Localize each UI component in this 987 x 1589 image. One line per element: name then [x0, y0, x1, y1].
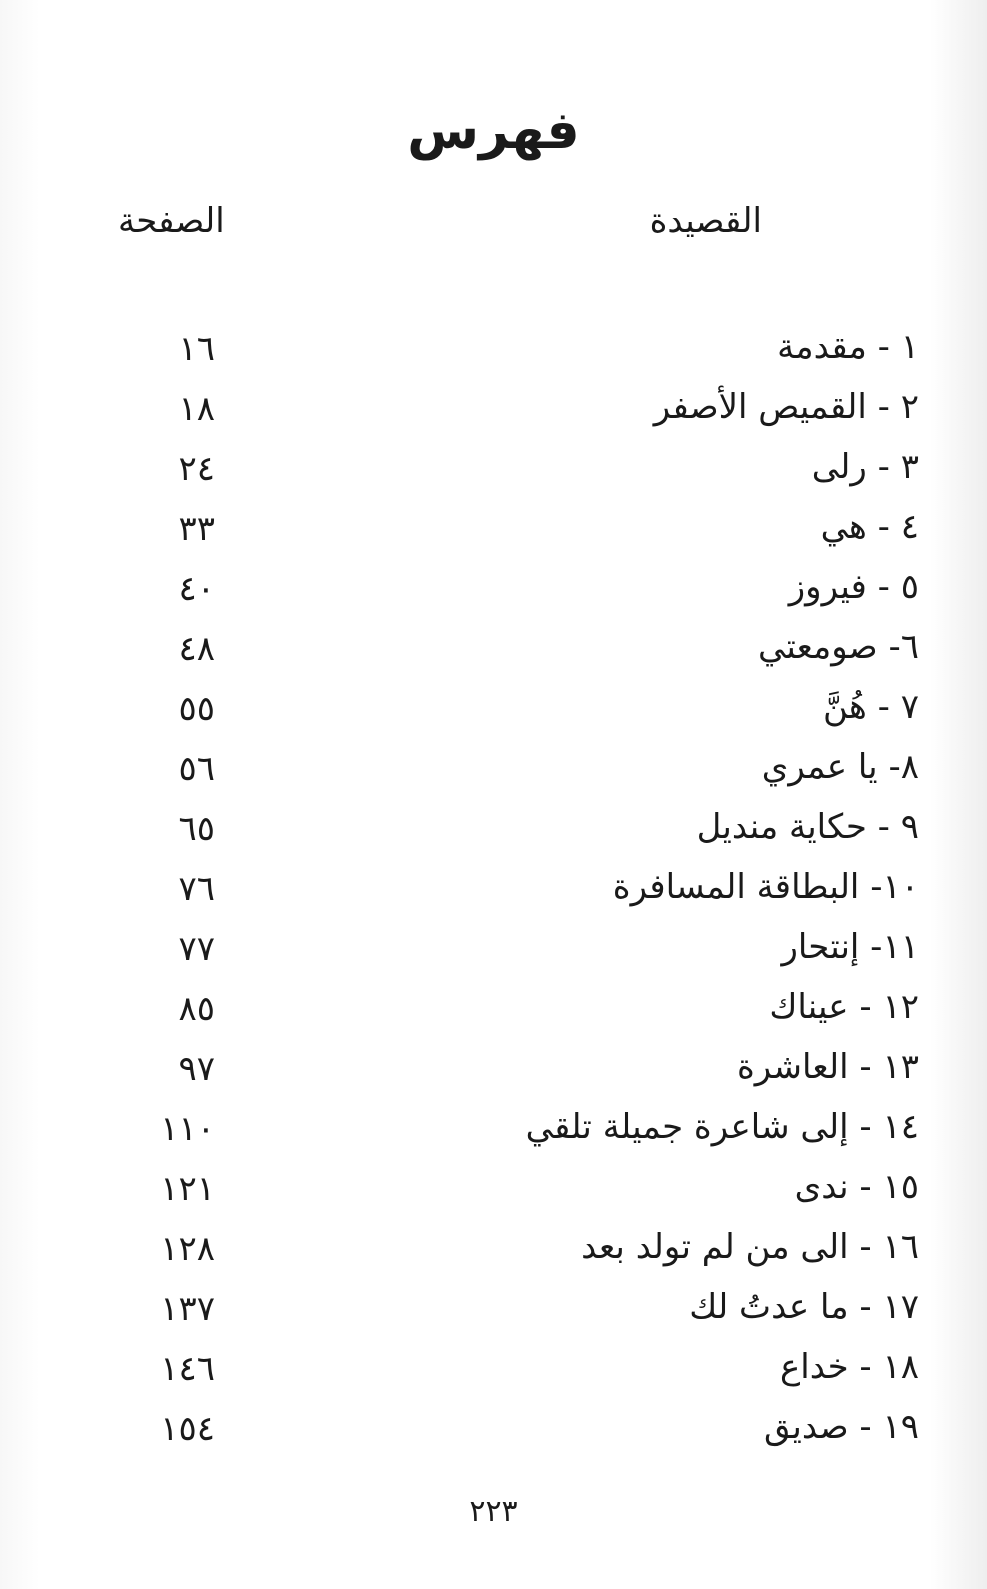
toc-entry: [0, 438, 987, 498]
toc-entry: [0, 918, 987, 978]
toc-entry-title: ٧ - هُنَّ: [823, 687, 919, 727]
toc-entry: [0, 498, 987, 558]
toc-entry-page: ٥٥: [178, 689, 215, 729]
toc-entry: [0, 1218, 987, 1278]
poem-column-header: القصيدة: [649, 201, 762, 241]
page-number: ٢٢٣: [469, 1494, 518, 1529]
toc-entry-page: ٥٦: [178, 749, 215, 789]
page-title: فهرس: [407, 101, 580, 161]
toc-entry-page: ١٨: [178, 389, 215, 429]
toc-entry-page: ٢٤: [178, 449, 215, 489]
toc-entry-title: ١٥ - ندى: [794, 1167, 919, 1207]
toc-entry-page: ٩٧: [178, 1049, 215, 1089]
toc-entry: [0, 618, 987, 678]
toc-entry-title: ١٧ - ما عدتُ لك: [689, 1287, 919, 1327]
toc-entry-title: ٨- يا عمري: [761, 747, 919, 787]
toc-entry: [0, 798, 987, 858]
toc-entry-title: ١٨ - خداع: [779, 1347, 919, 1387]
toc-entry-page: ٣٣: [178, 509, 215, 549]
toc-entry-page: ٧٦: [178, 869, 215, 909]
toc-entry: [0, 738, 987, 798]
toc-entry-page: ١٦: [178, 329, 215, 369]
toc-entry-title: ٩ - حكاية منديل: [696, 807, 919, 847]
toc-entry-title: ١٤ - إلى شاعرة جميلة تلقي: [525, 1107, 919, 1147]
toc-entry: [0, 1278, 987, 1338]
toc-entry-title: ٥ - فيروز: [788, 567, 919, 607]
toc-entry: [0, 1398, 987, 1458]
toc-entry: [0, 1038, 987, 1098]
toc-entry-title: ١ - مقدمة: [777, 327, 919, 367]
toc-entry: [0, 1338, 987, 1398]
toc-entry-page: ٦٥: [178, 809, 215, 849]
toc-entry-page: ٤٠: [178, 569, 215, 609]
toc-entry-title: ٦- صومعتي: [758, 627, 919, 667]
toc-entry-page: ١٣٧: [160, 1289, 215, 1329]
toc-entry: [0, 978, 987, 1038]
toc-entry-page: ٧٧: [178, 929, 215, 969]
toc-entry-page: ١٥٤: [160, 1409, 215, 1449]
page-column-header: الصفحة: [118, 201, 225, 241]
toc-entry-title: ١٠- البطاقة المسافرة: [612, 867, 919, 907]
toc-entry: [0, 558, 987, 618]
toc-entry-page: ٨٥: [178, 989, 215, 1029]
toc-entry: [0, 318, 987, 378]
table-of-contents: [0, 318, 987, 1458]
toc-entry-title: ١١- إنتحار: [781, 927, 919, 967]
toc-entry: [0, 1158, 987, 1218]
toc-entry: [0, 1098, 987, 1158]
toc-entry-title: ٢ - القميص الأصفر: [653, 387, 919, 427]
toc-entry-title: ٣ - رلى: [811, 447, 919, 487]
toc-entry-title: ١٩ - صديق: [764, 1407, 919, 1447]
toc-entry-title: ١٦ - الى من لم تولد بعد: [581, 1227, 919, 1267]
toc-entry-page: ١١٠: [160, 1109, 215, 1149]
toc-entry-title: ١٣ - العاشرة: [736, 1047, 919, 1087]
toc-entry-page: ١٢١: [160, 1169, 215, 1209]
toc-entry: [0, 678, 987, 738]
toc-entry: [0, 378, 987, 438]
toc-entry-title: ٤ - هي: [820, 507, 919, 547]
toc-entry-title: ١٢ - عيناك: [769, 987, 919, 1027]
toc-entry-page: ١٤٦: [160, 1349, 215, 1389]
toc-entry-page: ١٢٨: [160, 1229, 215, 1269]
toc-entry: [0, 858, 987, 918]
toc-entry-page: ٤٨: [178, 629, 215, 669]
